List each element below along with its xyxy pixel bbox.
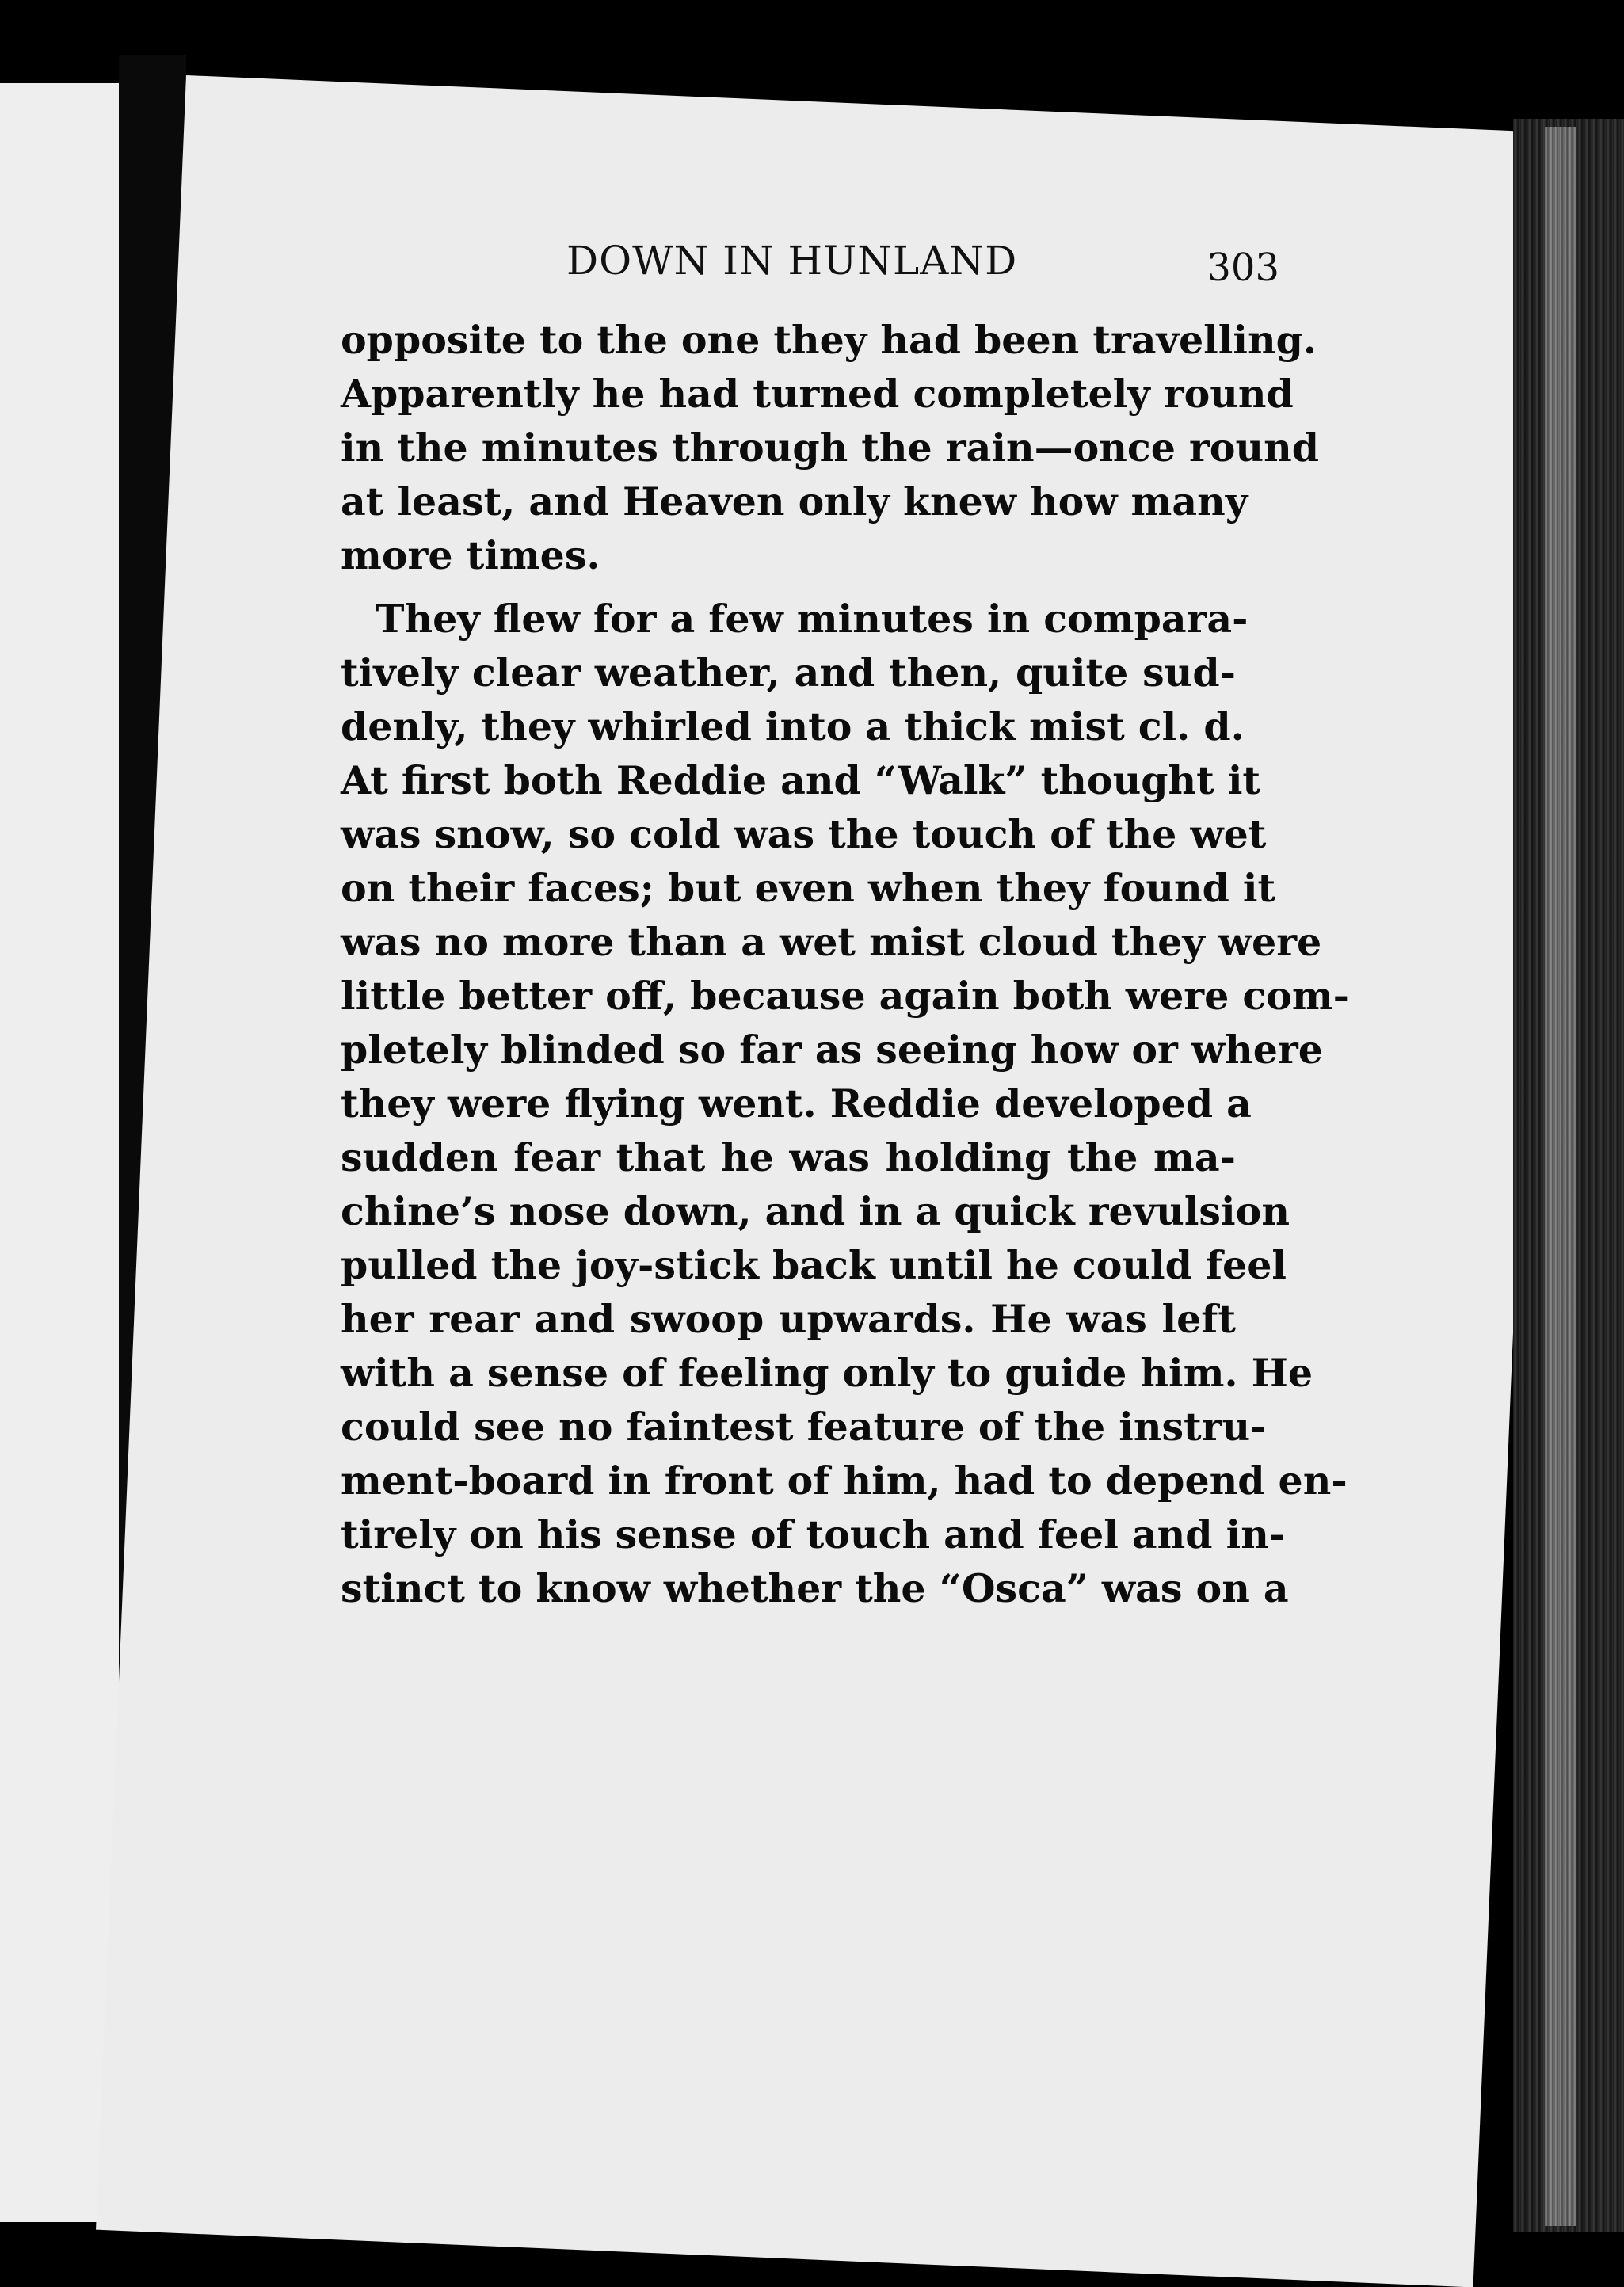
text-line: was no more than a wet mist cloud they were: [341, 919, 1322, 965]
facing-page: [0, 83, 119, 2222]
paragraph: [341, 592, 1350, 1615]
running-head: DOWN IN HUNLAND: [566, 238, 1018, 284]
text-line: pletely blinded so far as seeing how or where: [341, 1027, 1323, 1073]
text-line: Apparently he had turned completely round: [341, 371, 1294, 417]
text-line: little better off, because again both were com-: [341, 973, 1350, 1019]
text-line: At first both Reddie and “Walk” thought it: [341, 757, 1261, 803]
text-line: ment-board in front of him, had to depend en-: [341, 1458, 1348, 1504]
text-line: chine’s nose down, and in a quick revulsion: [341, 1188, 1290, 1234]
text-line: more times.: [341, 532, 600, 578]
paragraph: [341, 313, 1319, 582]
text-line: tirely on his sense of touch and feel and in-: [341, 1511, 1286, 1557]
text-line: opposite to the one they had been travelling.: [341, 317, 1317, 363]
text-line: in the minutes through the rain—once round: [341, 425, 1319, 471]
text-line: her rear and swoop upwards. He was left: [341, 1296, 1236, 1342]
text-line: denly, they whirled into a thick mist cl. d.: [341, 703, 1245, 749]
text-line: pulled the joy-stick back until he could feel: [341, 1242, 1287, 1288]
text-line: on their faces; but even when they found it: [341, 865, 1276, 911]
page-header: [384, 238, 1303, 309]
text-line: with a sense of feeling only to guide him. He: [341, 1350, 1313, 1396]
page-stack-highlight: [1545, 127, 1576, 2226]
text-line: at least, and Heaven only knew how many: [341, 478, 1248, 524]
text-line: stinct to know whether the “Osca” was on a: [341, 1565, 1289, 1611]
text-line: could see no faintest feature of the instru-: [341, 1404, 1267, 1450]
text-line: sudden fear that he was holding the ma-: [341, 1134, 1236, 1180]
body-text: [341, 313, 1350, 1615]
text-line: tively clear weather, and then, quite sud-: [341, 650, 1236, 696]
text-line: They flew for a few minutes in compara-: [376, 596, 1248, 642]
text-line: they were flying went. Reddie developed a: [341, 1081, 1252, 1126]
page-number: 303: [1207, 246, 1279, 290]
text-line: was snow, so cold was the touch of the wet: [341, 811, 1267, 857]
